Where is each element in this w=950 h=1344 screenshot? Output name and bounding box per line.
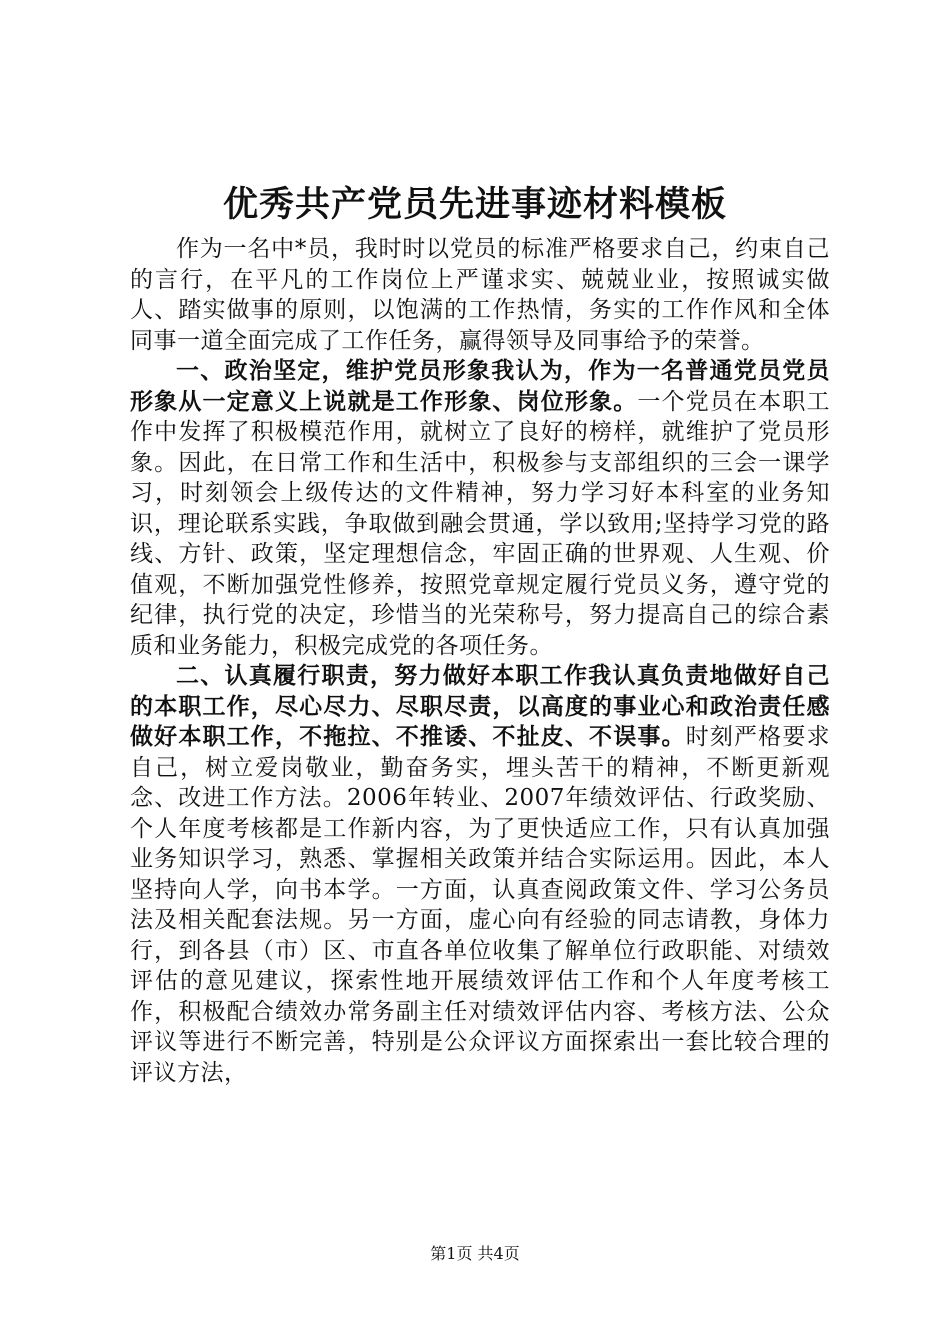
page-number-footer: 第1页 共4页 [430,1244,520,1263]
document-body [130,234,830,1088]
paragraph-intro [130,234,830,356]
section-2-heading: 二、认真履行职责，努力做好本职工作我认真负责地做好自己的本职工作，尽心尽力、尽职尽责，以高度的事业心和政治责任感做好本职工作，不拖拉、不推诿、不扯皮、不误事。 [130,663,830,750]
paragraph-section-2 [130,661,830,1088]
paragraph-section-1 [130,356,830,661]
document-title: 优秀共产党员先进事迹材料模板 [222,184,727,225]
paragraph-text: 作为一名中*员，我时时以党员的标准严格要求自己，约束自己的言行，在平凡的工作岗位上严谨求实、兢兢业业，按照诚实做人、踏实做事的原则，以饱满的工作热情，务实的工作作风和全体同事一道全面完成了工作任务，赢得领导及同事给予的荣誉。 [130,236,830,354]
section-1-heading: 一、政治坚定，维护党员形象我认为，作为一名普通党员党员形象从一定意义上说就是工作形象、岗位形象。 [130,358,830,415]
paragraph-text: 时刻严格要求自己，树立爱岗敬业，勤奋务实，埋头苦干的精神，不断更新观念、改进工作方法。2006年转业、2007年绩效评估、行政奖励、个人年度考核都是工作新内容，为了更快适应工作，只有认真加强业务知识学习，熟悉、掌握相关政策并结合实际运用。因此，本人坚持向人学，向书本学。一方面，认真查阅政策文件、学习公务员法及相关配套法规。另一方面，虚心向有经验的同志请教，身体力行，到各县（市）区、市直各单位收集了解单位行政职能、对绩效评估的意见建议，探索性地开展绩效评估工作和个人年度考核工作，积极配合绩效办常务副主任对绩效评估内容、考核方法、公众评议等进行不断完善，特别是公众评议方面探索出一套比较合理的评议方法， [130,724,831,1086]
paragraph-text: 一个党员在本职工作中发挥了积极模范作用，就树立了良好的榜样，就维护了党员形象。因此，在日常工作和生活中，积极参与支部组织的三会一课学习，时刻领会上级传达的文件精神，努力学习好本科室的业务知识，理论联系实践，争取做到融会贯通，学以致用;坚持学习党的路线、方针、政策，坚定理想信念，牢固正确的世界观、人生观、价值观，不断加强党性修养，按照党章规定履行党员义务，遵守党的纪律，执行党的决定，珍惜当的光荣称号，努力提高自己的综合素质和业务能力，积极完成党的各项任务。 [130,388,831,659]
